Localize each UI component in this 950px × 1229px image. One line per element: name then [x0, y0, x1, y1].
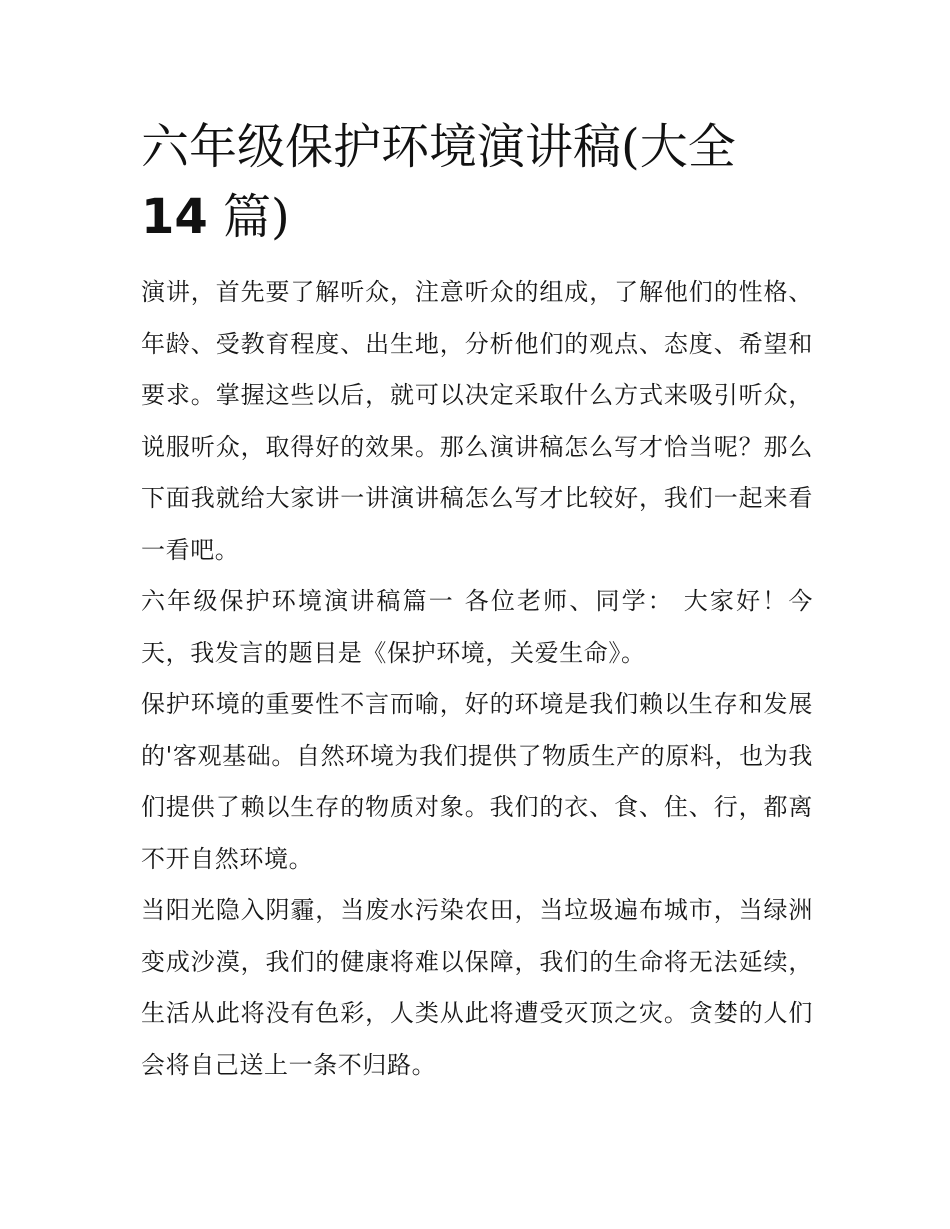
- title-number: 14: [141, 189, 208, 245]
- title-main: 六年级保护环境演讲稿(大全: [141, 119, 736, 175]
- title-tail: 篇): [207, 189, 290, 245]
- document-title: [141, 112, 813, 252]
- document-page: [141, 112, 813, 1091]
- paragraph-greeting: 六年级保护环境演讲稿篇一 各位老师、同学： 大家好！今天，我发言的题目是《保护环境，关爱生命》。: [141, 587, 813, 667]
- paragraph-intro: 演讲，首先要了解听众，注意听众的组成，了解他们的性格、年龄、受教育程度、出生地，分析他们的观点、态度、希望和要求。掌握这些以后，就可以决定采取什么方式来吸引听众，说服听众，取得好的效果。那么演讲稿怎么写才恰当呢？那么下面我就给大家讲一讲演讲稿怎么写才比较好，我们一起来看一看吧。: [141, 278, 813, 564]
- paragraph-consequences: 当阳光隐入阴霾，当废水污染农田，当垃圾遍布城市，当绿洲变成沙漠，我们的健康将难以保障，我们的生命将无法延续，生活从此将没有色彩，人类从此将遭受灭顶之灾。贪婪的人们会将自己送上一条不归路。: [141, 896, 813, 1079]
- paragraph-importance: 保护环境的重要性不言而喻，好的环境是我们赖以生存和发展的'客观基础。自然环境为我们提供了物质生产的原料，也为我们提供了赖以生存的物质对象。我们的衣、食、住、行，都离不开自然环境。: [141, 690, 813, 873]
- document-body: [141, 267, 813, 1091]
